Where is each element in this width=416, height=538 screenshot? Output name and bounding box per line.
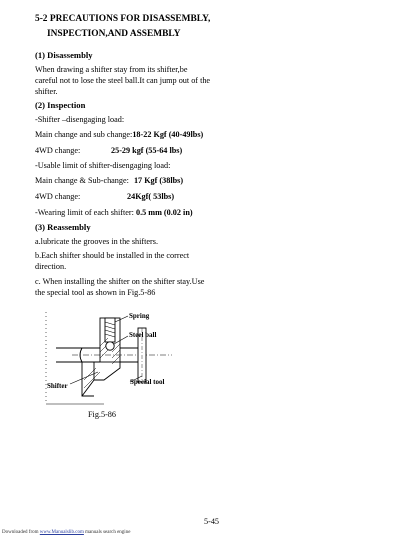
disassembly-heading: (1) Disassembly [35,50,93,60]
footer-suffix: manuals search engine [85,530,131,535]
main-sub-limit-label: Main change & Sub-change: [35,176,129,185]
steel-ball-shape [106,342,114,350]
figure-border [46,312,104,404]
footer [2,530,130,535]
wd4-change-label: 4WD change: [35,146,81,155]
page-number: 5-45 [204,517,220,526]
reassembly-heading: (3) Reassembly [35,222,91,232]
shifter-figure [42,306,202,408]
section-title-line2: INSPECTION,AND ASSEMBLY [47,29,181,39]
wearing-limit-value: 0.5 mm (0.02 in) [135,208,193,217]
shifter-body [82,362,120,396]
reassembly-item-c: c. When installing the shifter on the shifter stay.Use the special tool as shown in Fig.5-86 [35,277,205,297]
disengaging-load-label: -Shifter –disengaging load: [35,115,125,124]
figure-label-shifter: Shifter [47,382,68,390]
figure-label-spring: Spring [129,312,150,320]
reassembly-item-b: b.Each shifter should be installed in the correct direction. [35,251,190,271]
main-sub-change-label: Main change and sub change: [35,130,133,139]
wearing-limit-label: -Wearing limit of each shifter: [35,208,134,217]
wearing-limit-row [35,207,193,218]
wd4-limit-label: 4WD change: [35,192,81,201]
main-sub-change-value: 18-22 Kgf (40-49lbs) [132,130,204,139]
usable-limit-label: -Usable limit of shifter-disengaging load: [35,161,171,170]
figure-label-special-tool: Special tool [130,378,165,386]
main-sub-change-row [35,129,203,140]
section-title-line1: 5-2 PRECAUTIONS FOR DISASSEMBLY, [35,14,211,24]
main-sub-limit-row [35,175,183,186]
wd4-limit-value: 24Kgf( 53lbs) [127,192,175,201]
main-sub-limit-value: 17 Kgf (38lbs) [133,176,184,185]
footer-prefix: Downloaded from [2,530,39,535]
spring-housing [100,318,120,362]
figure-label-steel-ball: Steel ball [129,331,157,339]
footer-link[interactable]: www.Manualslib.com [39,530,84,535]
reassembly-item-a: a.lubricate the grooves in the shifters. [35,237,159,246]
disassembly-text: When drawing a shifter stay from its shifter,be careful not to lose the steel ball.It can jump out of the shifter. [35,65,211,96]
figure-caption: Fig.5-86 [88,410,116,419]
inspection-heading: (2) Inspection [35,100,86,110]
wd4-change-value: 25-29 kgf (55-64 lbs) [111,146,183,155]
